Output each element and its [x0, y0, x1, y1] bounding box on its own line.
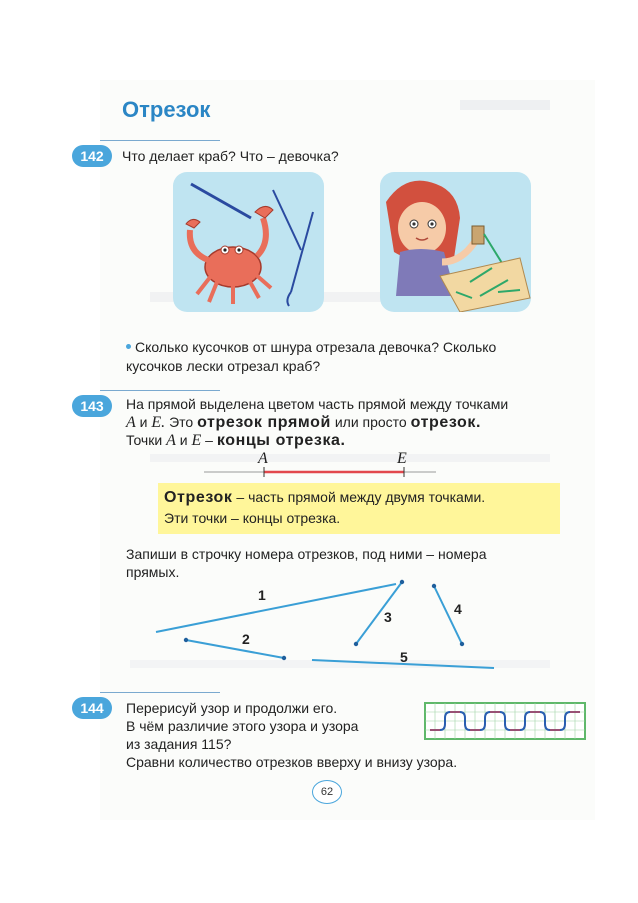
task-144-line1: Перерисуй узор и продолжи его. — [126, 700, 338, 716]
task-143-instruction-line2: прямых. — [126, 564, 180, 580]
figure-label-1: 1 — [258, 587, 266, 603]
point-a-label: A — [258, 450, 268, 467]
title-underline — [100, 140, 220, 141]
task-144-badge: 144 — [72, 697, 112, 719]
segment-2 — [186, 640, 284, 658]
task-144-line2: В чём различие этого узора и узора — [126, 718, 359, 734]
bullet-icon — [126, 344, 131, 349]
figure-label-2: 2 — [242, 631, 250, 647]
definition-line2: Эти точки – концы отрезка. — [164, 510, 341, 526]
task-143-instruction-line1: Запиши в строчку номера отрезков, под ними – номера — [126, 546, 487, 562]
definition-line1: Отрезок – часть прямой между двумя точками. — [164, 489, 486, 506]
page-number: 62 — [312, 780, 342, 804]
page-title: Отрезок — [122, 97, 211, 122]
task-143-badge: 143 — [72, 395, 112, 417]
task-divider — [100, 390, 220, 391]
task-144-line3: из задания 115? — [126, 736, 232, 752]
figure-label-4: 4 — [454, 601, 462, 617]
task-144-line4: Сравни количество отрезков вверху и внизу узора. — [126, 754, 458, 770]
task-142-followup-line1: Сколько кусочков от шнура отрезала девочка? Сколько — [135, 339, 497, 355]
task-142-followup-line2: кусочков лески отрезал краб? — [126, 358, 321, 374]
girl-illustration — [380, 172, 531, 312]
figure-label-3: 3 — [384, 609, 392, 625]
task-143-line3: Точки A и E – концы отрезка. — [126, 432, 346, 449]
wave-pattern — [424, 702, 586, 740]
task-divider — [100, 692, 220, 693]
task-143-line2: A и E. Это отрезок прямой или просто отрезок. — [126, 414, 482, 431]
point-e-label: E — [397, 450, 407, 467]
segments-figure — [150, 578, 510, 678]
crab-illustration — [173, 172, 324, 312]
line-1 — [156, 584, 396, 632]
figure-label-5: 5 — [400, 649, 408, 665]
task-142-question: Что делает краб? Что – девочка? — [122, 148, 339, 164]
line-ae-figure — [200, 452, 440, 482]
task-142-badge: 142 — [72, 145, 112, 167]
task-143-line1: На прямой выделена цветом часть прямой между точками — [126, 396, 509, 412]
